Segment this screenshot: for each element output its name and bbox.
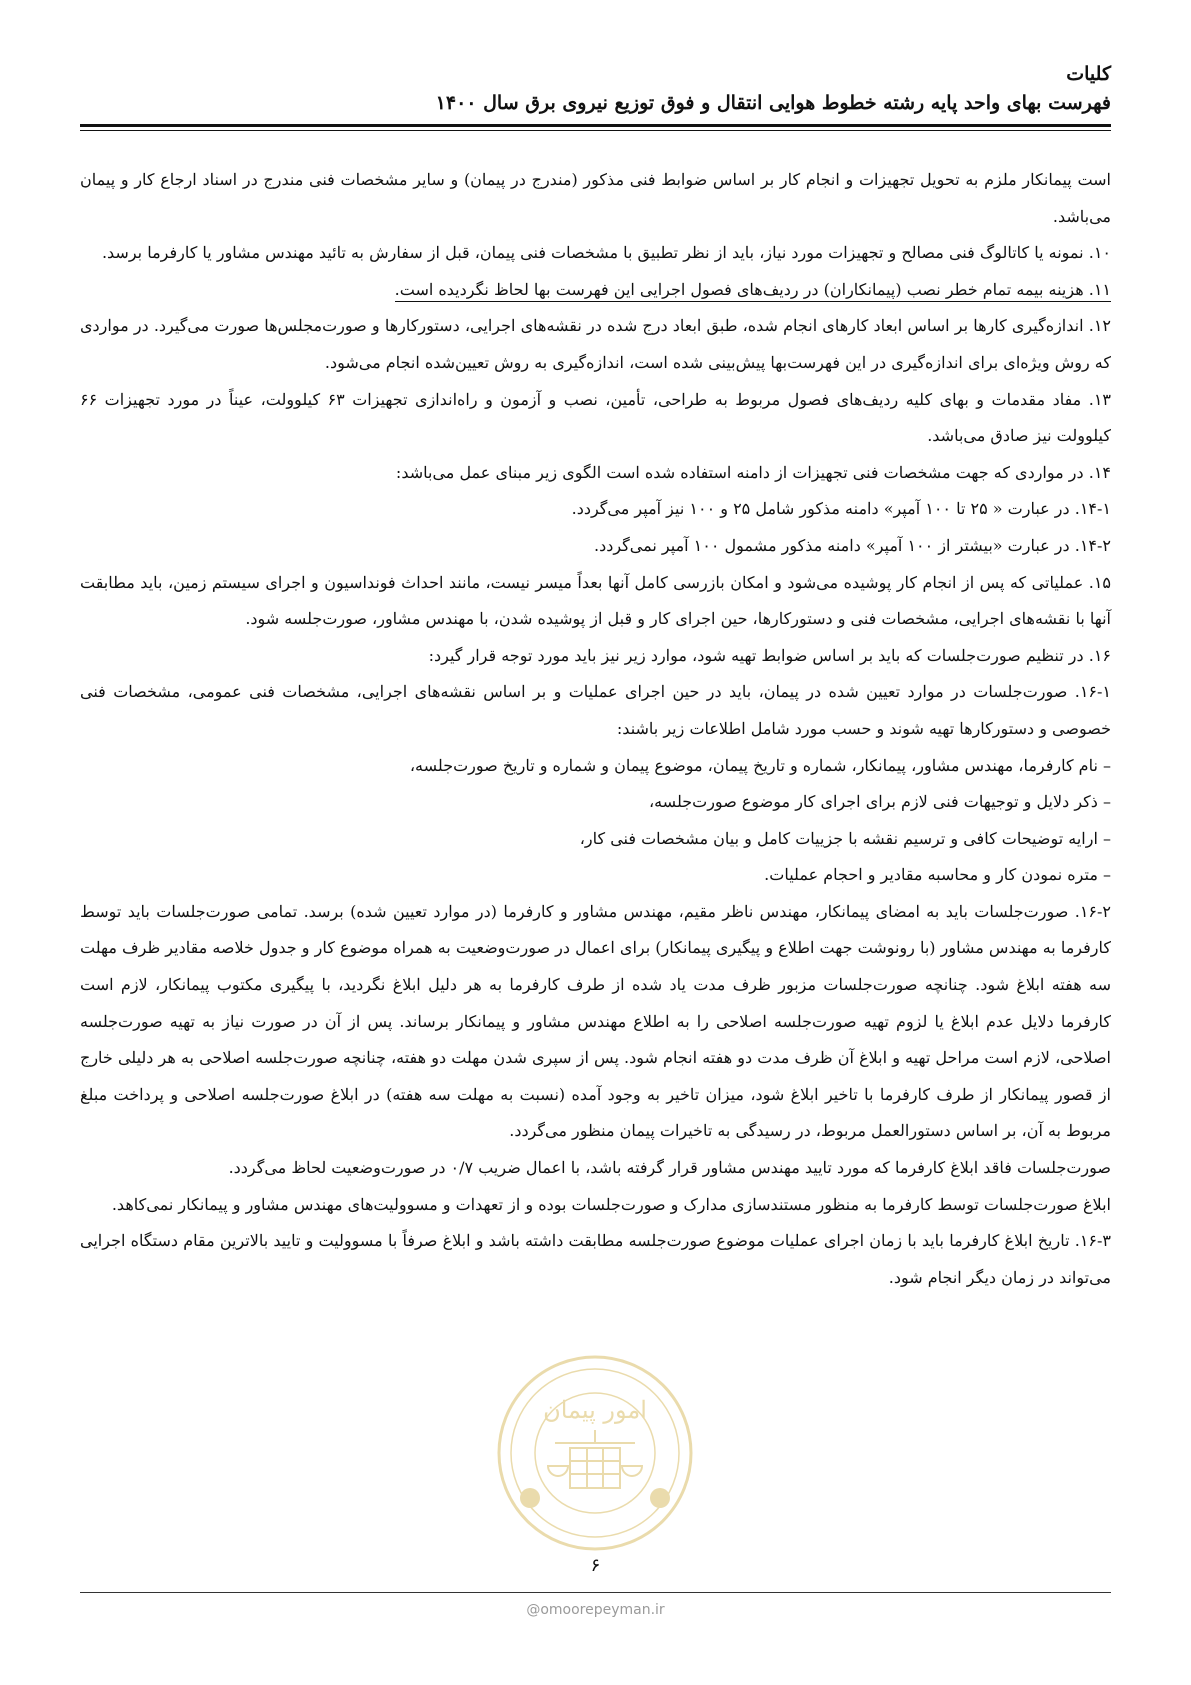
list-item: – نام کارفرما، مهندس مشاور، پیمانکار، شماره و تاریخ پیمان، موضوع پیمان و شماره و تاریخ صورت‌جلسه، (409, 755, 1111, 775)
document-title: فهرست بهای واحد پایه رشته خطوط هوایی انتقال و فوق توزیع نیروی برق سال ۱۴۰۰ (435, 92, 1111, 114)
paragraph-continuation: است پیمانکار ملزم به تحویل تجهیزات و انجام کار بر اساس ضوابط فنی مذکور (مندرج در پیمان) و سایر مشخصات فنی مندرج در اسناد ارجاع کار و پیمان می‌باشد. (80, 170, 1112, 226)
page-header (80, 60, 1111, 131)
paragraph-item-14-1: ۱۴-۱. در عبارت « ۲۵ تا ۱۰۰ آمپر» دامنه مذکور شامل ۲۵ و ۱۰۰ نیز آمپر می‌گردد. (571, 499, 1111, 519)
watermark-url: @omoorepeyman.ir (526, 1602, 665, 1618)
paragraph-item-14: ۱۴. در مواردی که جهت مشخصات فنی تجهیزات از دامنه استفاده شده است الگوی زیر مبنای عمل می‌باشد: (395, 462, 1111, 482)
svg-text:امور پیمان: امور پیمان (543, 1396, 647, 1424)
paragraph-item-13: ۱۳. مفاد مقدمات و بهای کلیه ردیف‌های فصول مربوط به طراحی، تأمین، نصب و آزمون و راه‌اندازی تجهیزات ۶۳ کیلوولت، عیناً در مورد تجهیزات ۶۶ کیلوولت نیز صادق می‌باشد. (80, 389, 1112, 446)
list-item: – ذکر دلایل و توجیهات فنی لازم برای اجرای کار موضوع صورت‌جلسه، (648, 792, 1111, 812)
paragraph-note: ابلاغ صورت‌جلسات توسط کارفرما به منظور مستندسازی مدارک و صورت‌جلسات بوده و از تعهدات و مسوولیت‌های مهندس مشاور و پیمانکار نمی‌کاهد. (111, 1194, 1111, 1214)
paragraph-item-12: ۱۲. اندازه‌گیری کارها بر اساس ابعاد کارهای انجام شده، طبق ابعاد درج شده در نقشه‌های اجرایی، دستورکارها و صورت‌مجلس‌ها صورت می‌گیرد. در مواردی که روش ویژه‌ای برای اندازه‌گیری در این فهرست‌بها پیش‌بینی شده است، اندازه‌گیری به روش تعیین‌شده انجام می‌شود. (80, 316, 1111, 372)
paragraph-item-16-3: ۱۶-۳. تاریخ ابلاغ کارفرما باید با زمان اجرای عملیات موضوع صورت‌جلسه مطابقت داشته باشد و ابلاغ صرفاً با مسوولیت و تایید بالاترین مقام دستگاه اجرایی می‌تواند در زمان دیگر انجام شود. (80, 1231, 1111, 1287)
section-title: کلیات (1066, 63, 1111, 85)
paragraph-item-16: ۱۶. در تنظیم صورت‌جلسات که باید بر اساس ضوابط تهیه شود، موارد زیر نیز باید مورد توجه قرار گیرد: (428, 645, 1111, 665)
paragraph-item-16-1: ۱۶-۱. صورت‌جلسات در موارد تعیین شده در پیمان، باید در حین اجرای عملیات و بر اساس نقشه‌های اجرایی، مشخصات فنی عمومی، مشخصات فنی خصوصی و دستورکارها تهیه شوند و حسب مورد شامل اطلاعات زیر باشند: (80, 682, 1111, 738)
paragraph-item-11 (80, 272, 1111, 309)
header-rule-thin (80, 130, 1111, 131)
header-rule-thick (80, 124, 1111, 127)
paragraph-note: صورت‌جلسات فاقد ابلاغ کارفرما که مورد تایید مهندس مشاور قرار گرفته باشد، با اعمال ضریب ۰/۷ در صورت‌وضعیت لحاظ می‌گردد. (228, 1158, 1111, 1178)
seal-watermark-icon (490, 1348, 700, 1568)
paragraph-item-15: ۱۵. عملیاتی که پس از انجام کار پوشیده می‌شود و امکان بازرسی کامل آنها بعداً میسر نیست، مانند احداث فونداسیون و اجرای سیستم زمین، باید مطابقت آنها با نقشه‌های اجرایی، مشخصات فنی و دستورکارها، حین اجرای کار و قبل از پوشیده شدن، با مهندس مشاور، صورت‌جلسه شود. (80, 572, 1111, 629)
footer-rule (80, 1592, 1111, 1593)
paragraph-item-10: ۱۰. نمونه یا کاتالوگ فنی مصالح و تجهیزات مورد نیاز، باید از نظر تطبیق با مشخصات فنی پیمان، قبل از سفارش به تائید مهندس مشاور یا کارفرما برسد. (101, 243, 1111, 263)
paragraph-item-16-2: ۱۶-۲. صورت‌جلسات باید به امضای پیمانکار، مهندس ناظر مقیم، مهندس مشاور و کارفرما (در موارد تعیین شده) برسد. تمامی صورت‌جلسات باید توسط کارفرما به مهندس مشاور (با رونوشت جهت اطلاع و پیگیری پیمانکار) برای اعمال در صورت‌وضعیت به همراه موضوع کار و جدول خلاصه مقادیر ظرف مهلت سه هفته ابلاغ شود. چنانچه صورت‌جلسات مزبور ظرف مدت یاد شده از طرف کارفرما به هر دلیل ابلاغ نگردید، با پیگیری مکتوب پیمانکار، لازم است کارفرما دلایل عدم ابلاغ یا لزوم تهیه صورت‌جلسه اصلاحی را به اطلاع مهندس مشاور و پیمانکار برساند. پس از آن در صورت نیاز به تهیه صورت‌جلسه اصلاحی، لازم است مراحل تهیه و ابلاغ آن ظرف مدت دو هفته انجام شود. پس از سپری شدن مهلت دو هفته، چنانچه صورت‌جلسه اصلاحی به هر دلیلی خارج از قصور پیمانکار از طرف کارفرما با تاخیر ابلاغ شود، میزان تاخیر به وجود آمده (نسبت به مهلت سه هفته) در ابلاغ صورت‌جلسه اصلاحی و پرداخت مبلغ مربوط به آن، بر اساس دستورالعمل مربوط، در رسیدگی به تاخیرات پیمان منظور می‌گردد. (80, 901, 1112, 1141)
paragraph-item-14-2: ۱۴-۲. در عبارت «بیشتر از ۱۰۰ آمپر» دامنه مذکور مشمول ۱۰۰ آمپر نمی‌گردد. (594, 535, 1111, 555)
document-body (80, 162, 1111, 1296)
list-item: – ارایه توضیحات کافی و ترسیم نقشه با جزییات کامل و بیان مشخصات فنی کار، (579, 828, 1111, 848)
page-number: ۶ (590, 1555, 601, 1576)
list-item: – متره نمودن کار و محاسبه مقادیر و احجام عملیات. (764, 865, 1111, 885)
underlined-text: ۱۱. هزینه بیمه تمام خطر نصب (پیمانکاران) در ردیف‌های فصول اجرایی این فهرست بها لحاظ نگردیده است. (395, 280, 1111, 302)
